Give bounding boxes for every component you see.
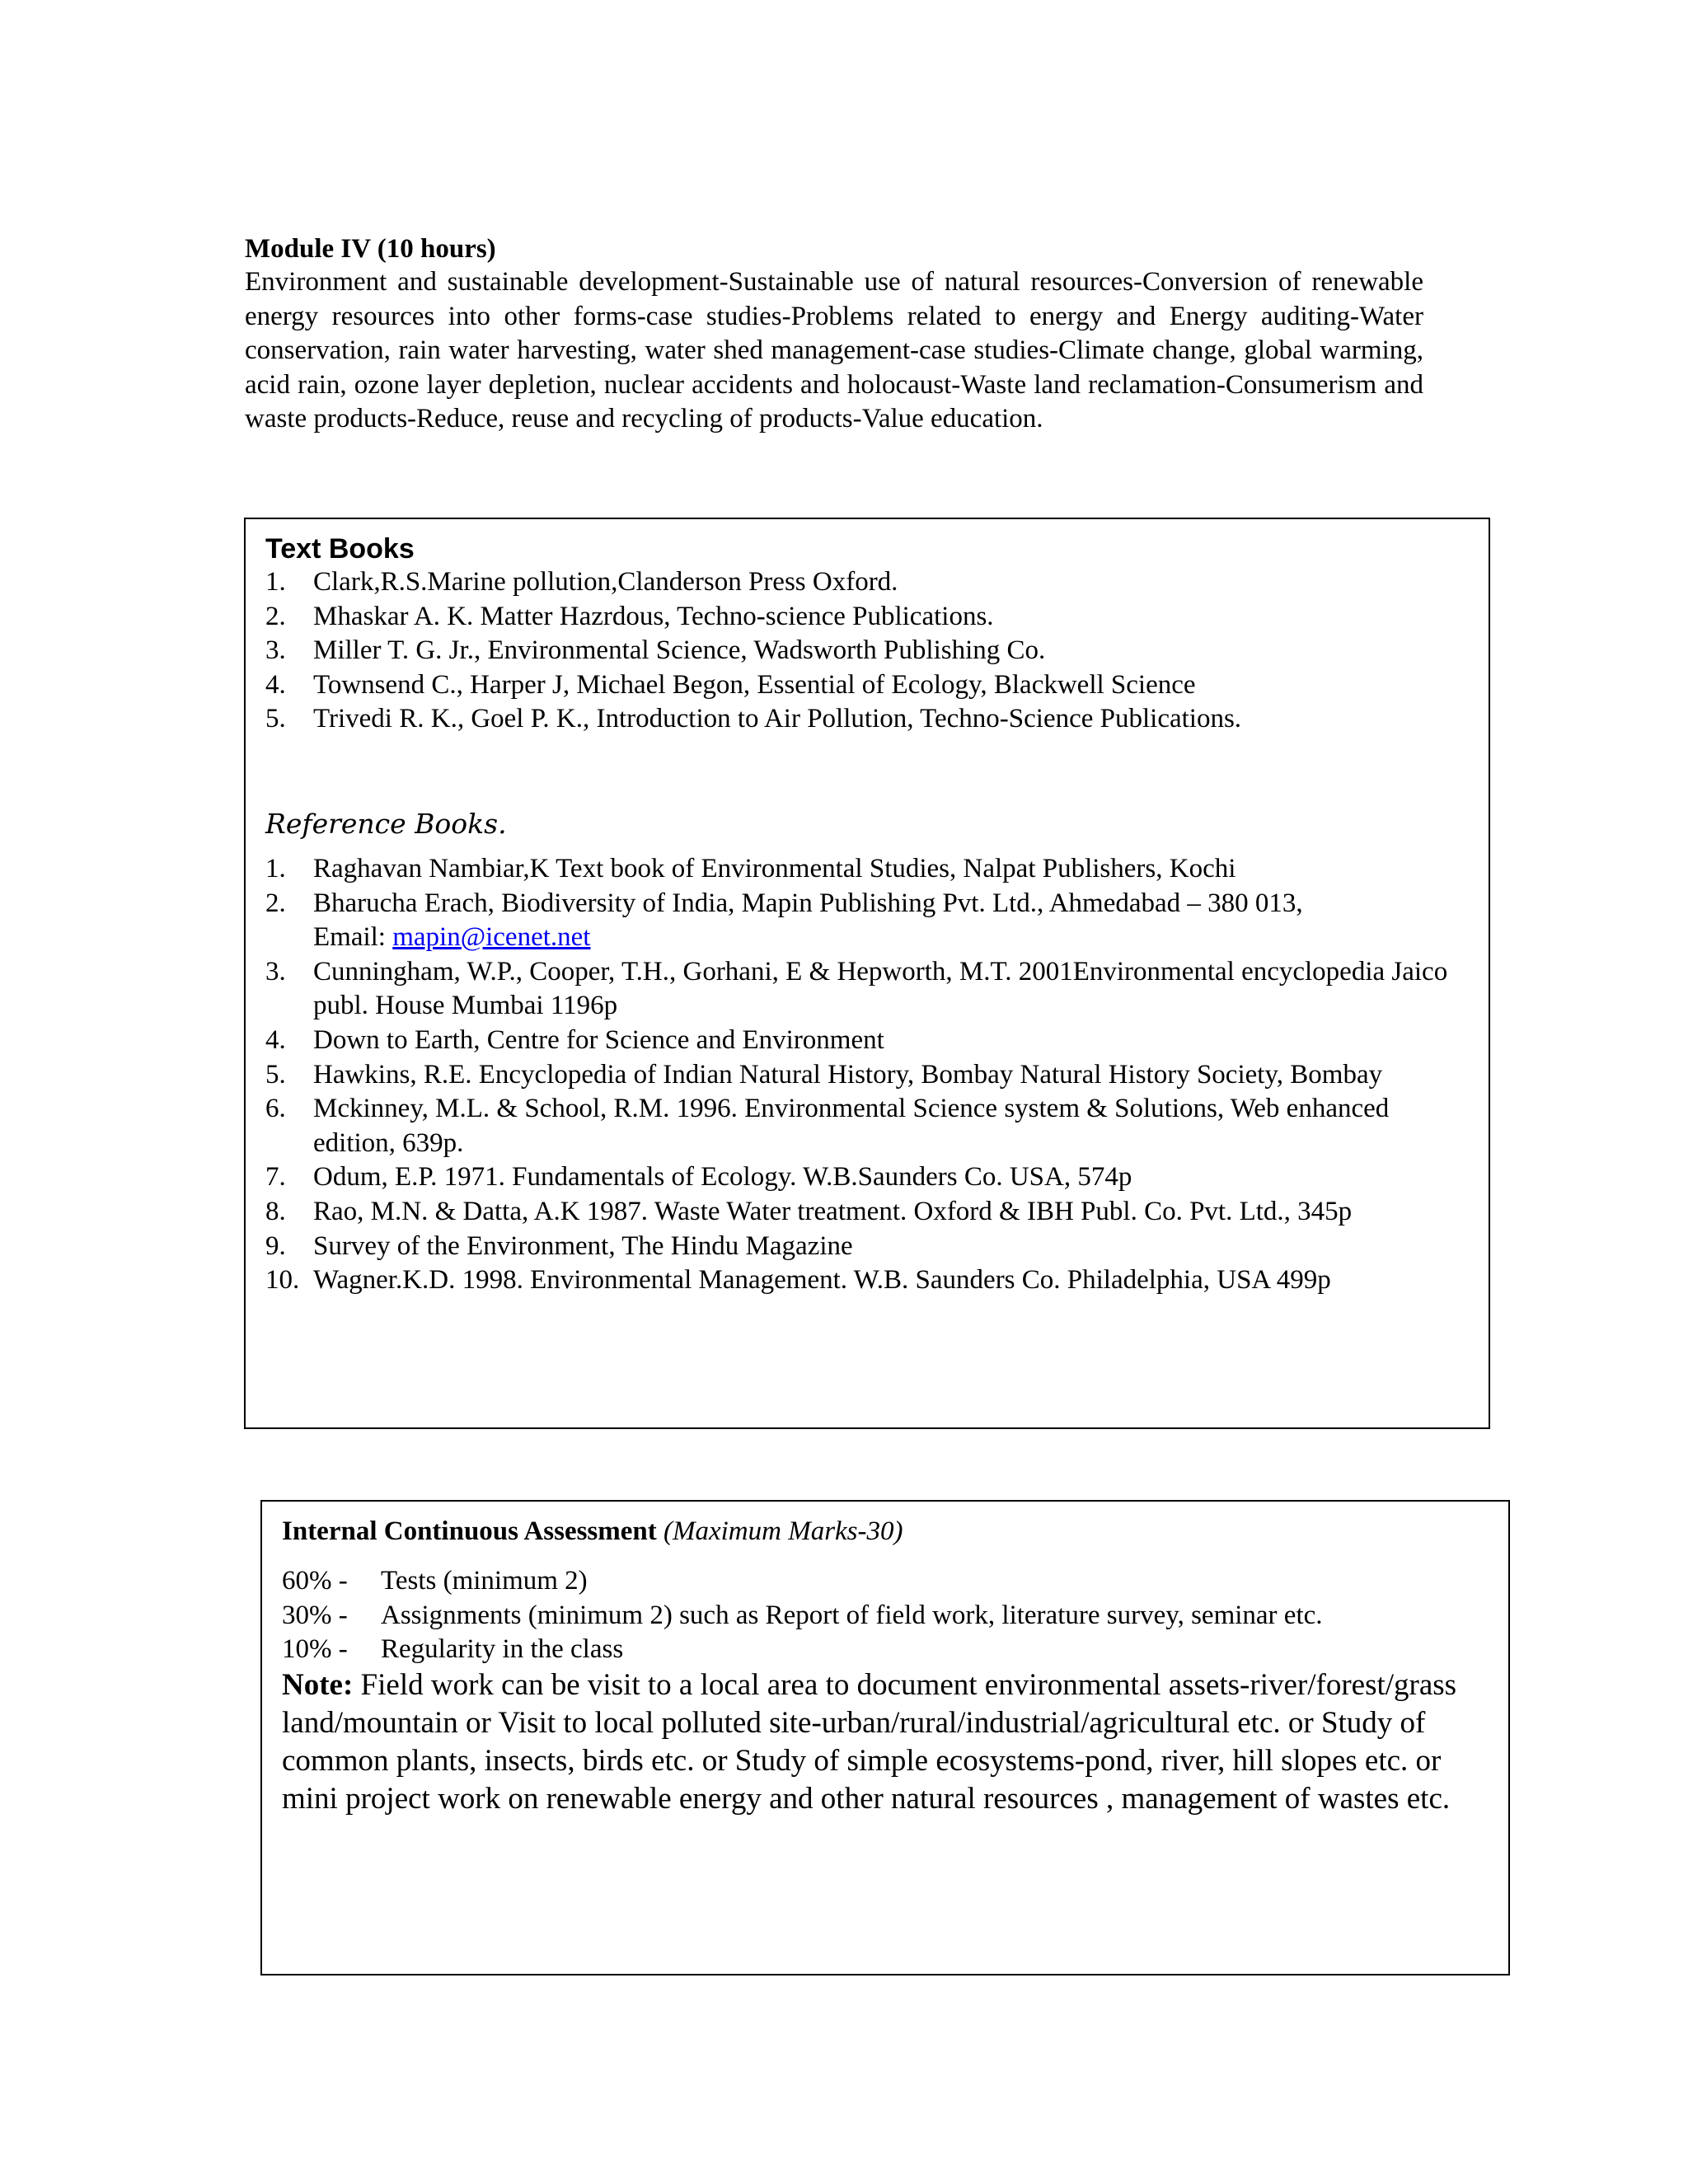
module-body: Environment and sustainable development-Sustainable use of natural resources-Conversion of renewable energy resources into other forms-case studies-Problems related to energy and Energy auditing-Water conservation, rain water harvesting, water shed management-case studies-Climate change, global warming, acid rain, ozone layer depletion, nuclear accidents and holocaust-Waste land reclamation-Consumerism and waste products-Reduce, reuse and recycling of products-Value education. [245,267,1423,434]
list-item [265,852,1477,887]
item-number: 5. [265,704,286,734]
assessment-item: Regularity in the class [381,1634,624,1664]
item-number: 10. [265,1265,300,1296]
list-item [265,955,1477,1024]
list-item [265,887,1477,955]
books-box [244,518,1490,1429]
item-text: Mhaskar A. K. Matter Hazrdous, Techno-science Publications. [313,601,994,631]
item-number: 3. [265,956,286,987]
assessment-row [282,1564,1323,1599]
item-text: Bharucha Erach, Biodiversity of India, Mapin Publishing Pvt. Ltd., Ahmedabad – 380 013, [313,888,1303,918]
item-text: Survey of the Environment, The Hindu Magazine [313,1230,853,1261]
item-text: Odum, E.P. 1971. Fundamentals of Ecology. W.B.Saunders Co. USA, 574p [313,1162,1132,1193]
item-number: 1. [265,854,286,883]
item-text: Raghavan Nambiar,K Text book of Environmental Studies, Nalpat Publishers, Kochi [313,854,1236,883]
item-number: 9. [265,1230,286,1261]
assessment-row [282,1599,1323,1633]
list-item [265,1058,1477,1093]
item-number: 2. [265,601,286,631]
list-item [265,634,1241,668]
assessment-heading: Internal Continuous Assessment [282,1516,657,1546]
assessment-percent: 60% - [282,1566,348,1596]
item-number: 2. [265,888,286,918]
list-item [265,668,1241,703]
item-text: Mckinney, M.L. & School, R.M. 1996. Environmental Science system & Solutions, Web enhanced edition, 639p. [313,1094,1390,1158]
email-link[interactable]: mapin@icenet.net [392,922,591,953]
item-text: Trivedi R. K., Goel P. K., Introduction to Air Pollution, Techno-Science Publications. [313,704,1242,734]
item-text: Wagner.K.D. 1998. Environmental Management. W.B. Saunders Co. Philadelphia, USA 499p [313,1265,1331,1296]
item-number: 1. [265,567,286,597]
item-text: Down to Earth, Centre for Science and Environment [313,1024,884,1055]
assessment-item: Tests (minimum 2) [381,1566,588,1596]
item-text: Clark,R.S.Marine pollution,Clanderson Press Oxford. [313,567,898,597]
assessment-box [260,1500,1510,1975]
assessment-max-marks: (Maximum Marks-30) [663,1516,903,1546]
module-section [245,232,1423,437]
item-number: 8. [265,1196,286,1226]
assessment-title [282,1515,903,1548]
item-text: Cunningham, W.P., Cooper, T.H., Gorhani, E & Hepworth, M.T. 2001Environmental encyclopedia Jaico publ. House Mumbai 1196p [313,956,1448,1021]
assessment-item: Assignments (minimum 2) such as Report of field work, literature survey, seminar etc. [381,1600,1323,1630]
item-number: 3. [265,635,286,666]
text-books-list [265,565,1241,737]
email-label: Email: [313,922,393,953]
list-item [265,1230,1477,1264]
list-item [265,1092,1477,1160]
item-number: 4. [265,1024,286,1055]
assessment-rows [282,1564,1323,1667]
module-title: Module IV (10 hours) [245,234,496,264]
list-item [265,1195,1477,1230]
item-text: Townsend C., Harper J, Michael Begon, Essential of Ecology, Blackwell Science [313,669,1196,700]
list-item [265,1263,1477,1298]
reference-books-list [265,852,1477,1298]
item-number: 7. [265,1162,286,1193]
assessment-note [282,1666,1485,1818]
assessment-percent: 30% - [282,1600,348,1630]
note-label: Note: [282,1668,354,1702]
list-item [265,702,1241,737]
reference-books-heading: Reference Books. [265,808,507,840]
assessment-percent: 10% - [282,1634,348,1664]
text-books-heading: Text Books [265,533,415,565]
item-text: Hawkins, R.E. Encyclopedia of Indian Natural History, Bombay Natural History Society, Bombay [313,1059,1383,1090]
item-number: 6. [265,1094,286,1124]
assessment-row [282,1633,1323,1667]
item-text: Rao, M.N. & Datta, A.K 1987. Waste Water treatment. Oxford & IBH Publ. Co. Pvt. Ltd., 345p [313,1196,1353,1226]
list-item [265,1024,1477,1058]
note-text: Field work can be visit to a local area to document environmental assets-river/forest/grass land/mountain or Visit to local polluted site-urban/rural/industrial/agricultural etc. or Study of common plants, insects, birds etc. or Study of simple ecosystems-pond, river, hill slopes etc. or mini project work on renewable energy and other natural resources , management of wastes etc. [282,1668,1457,1816]
item-text: Miller T. G. Jr., Environmental Science, Wadsworth Publishing Co. [313,635,1046,666]
list-item [265,600,1241,635]
item-number: 5. [265,1059,286,1090]
list-item [265,565,1241,600]
list-item [265,1160,1477,1195]
item-number: 4. [265,669,286,700]
